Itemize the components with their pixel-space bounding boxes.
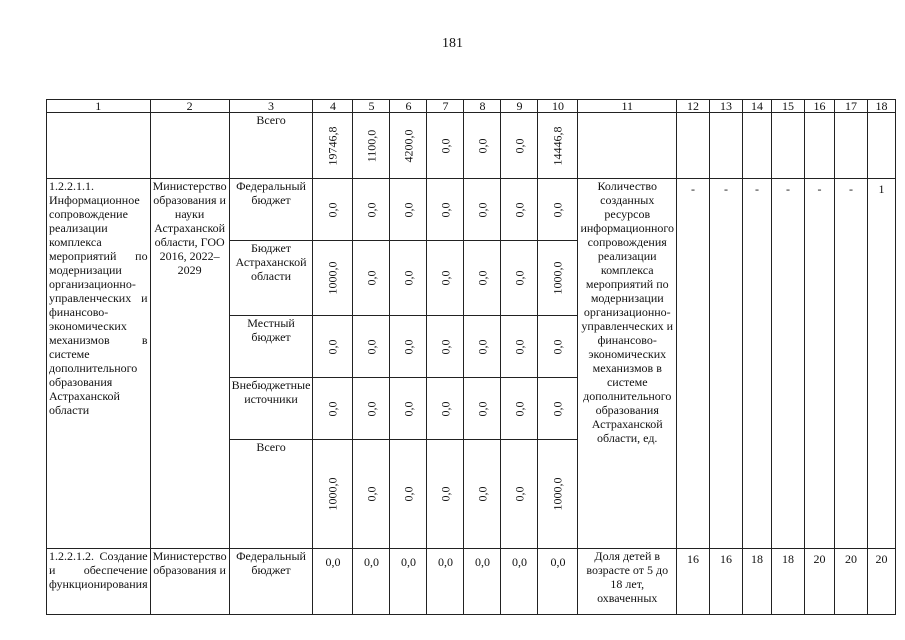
value-text: 1000,0: [325, 261, 340, 295]
value-text: 0,0: [475, 339, 490, 354]
cell-responsible: [150, 113, 229, 179]
value-text: 1000,0: [550, 477, 565, 511]
cell-value: 0,0: [313, 549, 353, 615]
cell-value: [538, 179, 578, 241]
cell-value: [427, 378, 464, 440]
header-cell: 4: [313, 100, 353, 113]
cell-target: -: [710, 179, 743, 549]
cell-source: Всего: [229, 440, 313, 549]
value-text: 0,0: [364, 270, 379, 286]
value-text: 0,0: [550, 339, 565, 354]
cell-target: 16: [710, 549, 743, 615]
cell-target: -: [805, 179, 835, 549]
value-text: 0,0: [401, 486, 416, 502]
value-text: 4200,0: [401, 129, 416, 162]
cell-value: [390, 378, 427, 440]
value-text: 0,0: [475, 486, 490, 502]
header-cell: 17: [835, 100, 868, 113]
cell-value: 0,0: [464, 549, 501, 615]
value-text: 0,0: [401, 202, 416, 217]
cell-value: [464, 440, 501, 549]
value-text: 1000,0: [325, 477, 340, 511]
table-row: [47, 179, 896, 241]
value-text: 0,0: [475, 270, 490, 286]
cell-value: [427, 113, 464, 179]
cell-value: [353, 179, 390, 241]
cell-value: [464, 179, 501, 241]
cell-target: 16: [677, 549, 710, 615]
cell-value: [427, 241, 464, 316]
cell-value: [501, 440, 538, 549]
value-text: 19746,8: [325, 126, 340, 165]
cell-value: [427, 316, 464, 378]
cell-value: [390, 113, 427, 179]
value-text: 0,0: [438, 486, 453, 502]
cell-target: 1: [868, 179, 896, 549]
value-text: 0,0: [364, 339, 379, 354]
cell-target: -: [677, 179, 710, 549]
cell-target: 20: [835, 549, 868, 615]
cell-value: [464, 378, 501, 440]
header-cell: 10: [538, 100, 578, 113]
header-cell: 8: [464, 100, 501, 113]
cell-value: [353, 113, 390, 179]
cell-value: [353, 440, 390, 549]
cell-value: [313, 316, 353, 378]
cell-code-name: [47, 113, 151, 179]
cell-value: 0,0: [390, 549, 427, 615]
cell-responsible: Министерство образования и: [150, 549, 229, 615]
header-cell: 6: [390, 100, 427, 113]
header-cell: 2: [150, 100, 229, 113]
value-text: 1000,0: [550, 261, 565, 295]
table-row: [47, 113, 896, 179]
cell-source: Федеральный бюджет: [229, 549, 313, 615]
cell-target: -: [743, 179, 772, 549]
cell-target: 20: [805, 549, 835, 615]
cell-value: [390, 440, 427, 549]
cell-target: [772, 113, 805, 179]
cell-value: [464, 113, 501, 179]
header-cell: 11: [578, 100, 677, 113]
header-cell: 12: [677, 100, 710, 113]
header-row: [47, 100, 896, 113]
cell-indicator: Количество созданных ресурсов информационного сопровождения реализации комплекса мероприятий по модернизации организационно-управленческих и финансово-экономических механизмов в системе дополнительного образования Астраханской области, ед.: [578, 179, 677, 549]
value-text: 0,0: [325, 339, 340, 354]
cell-value: 0,0: [538, 549, 578, 615]
value-text: 0,0: [401, 401, 416, 416]
value-text: 14446,8: [550, 126, 565, 165]
cell-target: [868, 113, 896, 179]
value-text: 0,0: [325, 202, 340, 217]
value-text: 0,0: [364, 401, 379, 416]
cell-value: [353, 316, 390, 378]
cell-value: [313, 241, 353, 316]
header-cell: 13: [710, 100, 743, 113]
cell-indicator: Доля детей в возрасте от 5 до 18 лет, охваченных: [578, 549, 677, 615]
cell-value: [427, 179, 464, 241]
value-text: 0,0: [550, 202, 565, 217]
cell-value: [353, 241, 390, 316]
header-cell: 9: [501, 100, 538, 113]
cell-value: [390, 316, 427, 378]
cell-value: [538, 316, 578, 378]
cell-value: [390, 241, 427, 316]
cell-value: [427, 440, 464, 549]
cell-target: 18: [743, 549, 772, 615]
value-text: 0,0: [475, 202, 490, 217]
cell-source: Внебюджетные источники: [229, 378, 313, 440]
cell-source: Местный бюджет: [229, 316, 313, 378]
cell-value: [501, 241, 538, 316]
value-text: 0,0: [550, 401, 565, 416]
header-cell: 16: [805, 100, 835, 113]
page-number: 181: [442, 36, 463, 51]
header-cell: 18: [868, 100, 896, 113]
cell-target: -: [772, 179, 805, 549]
header-cell: 15: [772, 100, 805, 113]
value-text: 0,0: [438, 401, 453, 416]
cell-code-name: 1.2.2.1.1. Информационное сопровождение реализации комплекса мероприятий по модернизации организационно-управленческих и финансово-экономических механизмов в системе дополнительного образования Астраханской области: [47, 179, 151, 549]
value-text: 0,0: [512, 486, 527, 502]
cell-value: [313, 179, 353, 241]
value-text: 0,0: [512, 138, 527, 153]
cell-value: [464, 316, 501, 378]
header-cell: 5: [353, 100, 390, 113]
value-text: 0,0: [325, 401, 340, 416]
cell-indicator: [578, 113, 677, 179]
value-text: 0,0: [475, 138, 490, 153]
cell-target: [835, 113, 868, 179]
cell-target: -: [835, 179, 868, 549]
cell-target: [743, 113, 772, 179]
cell-target: 20: [868, 549, 896, 615]
cell-value: 0,0: [501, 549, 538, 615]
cell-target: 18: [772, 549, 805, 615]
value-text: 0,0: [401, 270, 416, 286]
cell-value: [353, 378, 390, 440]
program-table: [46, 99, 896, 615]
cell-value: 0,0: [427, 549, 464, 615]
value-text: 0,0: [438, 339, 453, 354]
value-text: 0,0: [438, 138, 453, 153]
cell-value: [390, 179, 427, 241]
cell-value: [313, 113, 353, 179]
value-text: 0,0: [512, 401, 527, 416]
value-text: 0,0: [512, 202, 527, 217]
value-text: 0,0: [512, 339, 527, 354]
cell-value: [313, 378, 353, 440]
header-cell: 1: [47, 100, 151, 113]
cell-code-name: 1.2.2.1.2. Создание и обеспечение функционирования: [47, 549, 151, 615]
cell-target: [677, 113, 710, 179]
value-text: 0,0: [512, 270, 527, 286]
header-cell: 3: [229, 100, 313, 113]
value-text: 0,0: [401, 339, 416, 354]
cell-value: [313, 440, 353, 549]
value-text: 0,0: [364, 202, 379, 217]
cell-value: [538, 113, 578, 179]
cell-value: [538, 241, 578, 316]
value-text: 0,0: [438, 270, 453, 286]
cell-source: Бюджет Астраханской области: [229, 241, 313, 316]
table-row: [47, 549, 896, 615]
cell-value: [501, 179, 538, 241]
cell-target: [710, 113, 743, 179]
header-cell: 14: [743, 100, 772, 113]
value-text: 1100,0: [364, 129, 379, 162]
cell-value: [501, 378, 538, 440]
cell-responsible: Министерство образования и науки Астраханской области, ГОО 2016, 2022–2029: [150, 179, 229, 549]
cell-value: [538, 378, 578, 440]
cell-value: [501, 316, 538, 378]
cell-value: [501, 113, 538, 179]
cell-source: Всего: [229, 113, 313, 179]
value-text: 0,0: [438, 202, 453, 217]
cell-value: 0,0: [353, 549, 390, 615]
value-text: 0,0: [475, 401, 490, 416]
cell-target: [805, 113, 835, 179]
value-text: 0,0: [364, 486, 379, 502]
cell-source: Федеральный бюджет: [229, 179, 313, 241]
cell-value: [538, 440, 578, 549]
header-cell: 7: [427, 100, 464, 113]
cell-value: [464, 241, 501, 316]
